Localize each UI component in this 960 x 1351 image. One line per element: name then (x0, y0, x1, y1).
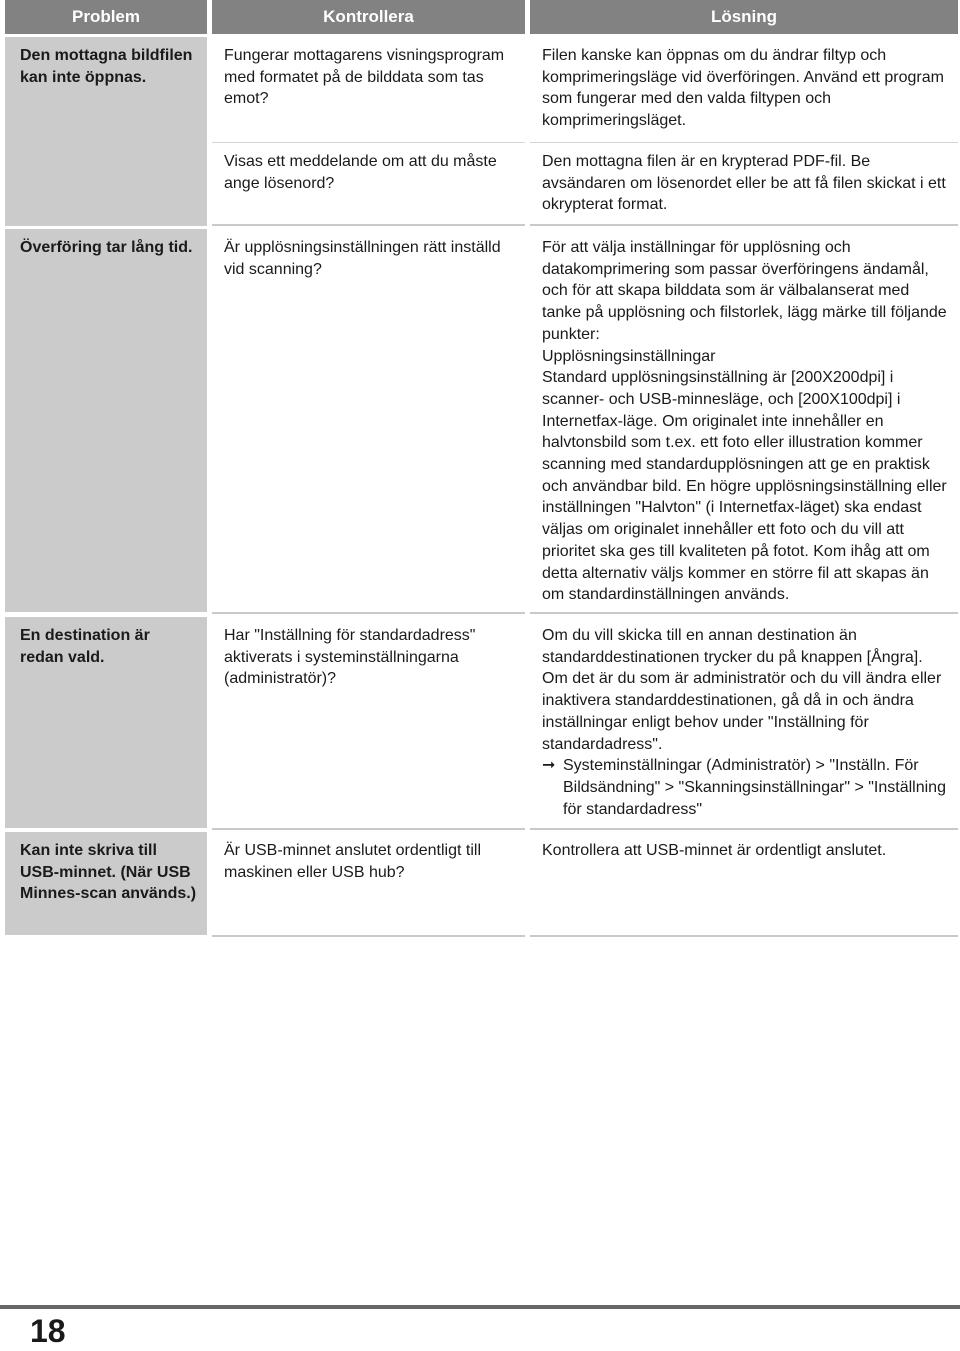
solution-text: Filen kanske kan öppnas om du ändrar filtyp och komprimeringsläge vid överföringen. Använd ett program som fungerar med den valda filtypen och komprimeringsläget. (542, 47, 944, 130)
page-number: 18 (30, 1313, 66, 1349)
header-solution: Lösning (530, 0, 958, 34)
check-text: Är upplösningsinställningen rätt inställd vid scanning? (224, 239, 501, 278)
check-cell (212, 37, 525, 143)
solution-text: Om du vill skicka till en annan destination än standarddestinationen trycker du på knappen [Ångra]. Om det är du som är administratör och du vill ändra eller inaktivera standarddestinationen, gå då in och ändra inställningar enligt behov under "Inställning för standardadress". (542, 627, 942, 753)
solution-paragraph: För att välja inställningar för upplösning och datakomprimering som passar överföringens ändamål, och för att skapa bilddata som är välbalanserat med tanke på upplösning och filstorlek, lägg märke till följande punkter: (542, 239, 947, 343)
settings-path (542, 755, 950, 820)
solution-subheading: Upplösningsinställningar (542, 347, 716, 365)
header-check: Kontrollera (212, 0, 525, 34)
problem-cell (5, 832, 207, 935)
check-text: Är USB-minnet anslutet ordentligt till maskinen eller USB hub? (224, 842, 481, 881)
problem-text: Kan inte skriva till USB-minnet. (När USB Minnes-scan används.) (20, 842, 197, 903)
problem-text: Överföring tar lång tid. (20, 239, 193, 256)
solution-cell (530, 37, 958, 143)
solution-cell (530, 617, 958, 830)
problem-text: Den mottagna bildfilen kan inte öppnas. (20, 47, 193, 86)
problem-cell (5, 229, 207, 612)
check-text: Har "Inställning för standardadress" aktiverats i systeminställningarna (administratör)? (224, 627, 476, 688)
check-cell (212, 832, 525, 937)
problem-cell (5, 617, 207, 828)
solution-paragraph: Standard upplösningsinställning är [200X200dpi] i scanner- och USB-minnesläge, och [200X100dpi] i Internetfax-läge. Om originalet inte innehåller en halvtonsbild som t.ex. ett foto eller illustration kommer scanning med standardupplösningen att ge en praktisk och användbar bild. En högre upplösningsinställning eller inställningen "Halvton" (i Internetfax-läget) ska endast väljas om originalet innehåller ett foto och du vill att prioritet ska ges till kvaliteten på fotot. Kom ihåg att om detta alternativ väljs kommer en större fil att skapas än om standardinställningen används. (542, 369, 947, 604)
settings-path-text: Systeminställningar (Administratör) > "Inställn. För Bildsändning" > "Skanningsinställningar" > "Inställning för standardadress" (563, 757, 946, 818)
header-problem: Problem (5, 0, 207, 34)
solution-cell (530, 229, 958, 614)
solution-text: Den mottagna filen är en krypterad PDF-fil. Be avsändaren om lösenordet eller be att få filen skickat i ett okrypterat format. (542, 153, 946, 214)
solution-cell (530, 832, 958, 937)
problem-text: En destination är redan vald. (20, 627, 150, 666)
footer-rule (0, 1305, 960, 1309)
check-text: Visas ett meddelande om att du måste ange lösenord? (224, 153, 497, 192)
solution-text: Kontrollera att USB-minnet är ordentligt anslutet. (542, 842, 887, 859)
check-cell (212, 229, 525, 614)
check-cell (212, 143, 525, 226)
problem-cell (5, 37, 207, 226)
solution-cell (530, 143, 958, 226)
check-cell (212, 617, 525, 830)
arrow-right-icon: ➞ (542, 757, 556, 775)
check-text: Fungerar mottagarens visningsprogram med formatet på de bilddata som tas emot? (224, 47, 505, 108)
